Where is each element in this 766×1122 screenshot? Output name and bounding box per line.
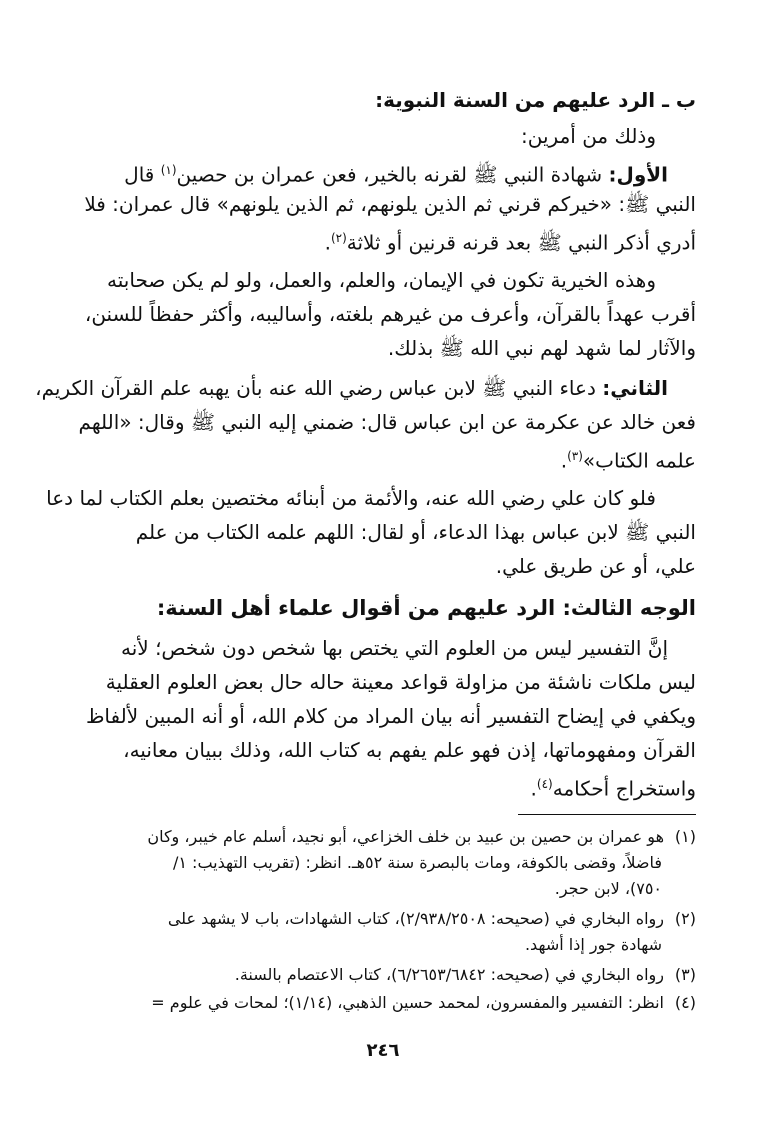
third-text-5-end: . [530, 776, 537, 801]
footnote-ref-3: (٣) [567, 449, 583, 463]
third-heading: الوجه الثالث: الرد عليهم من أقوال علماء أهل السنة: [156, 596, 696, 620]
footnote-4-line-1: انظر: التفسير والمفسرون، لمحمد حسين الذهبي، (١/١٤)؛ لمحات في علوم = [151, 993, 664, 1012]
third-line-3: ويكفي في إيضاح التفسير أنه بيان المراد من كلام الله، أو أنه المبين لألفاظ [85, 704, 696, 728]
second-text-3-end: . [560, 448, 568, 473]
second-text-1: دعاء النبي ﷺ لابن عباس رضي الله عنه بأن يهبه علم القرآن الكريم، [35, 376, 596, 400]
second-line-3 [70, 442, 696, 475]
third-line-4: القرآن ومفهوماتها، إذن فهو علم يفهم به كتاب الله، وذلك ببيان معانيه، [123, 738, 696, 762]
first-label: الأول: [608, 162, 668, 187]
footnote-4-number: (٤) [674, 993, 696, 1012]
footnote-3-number: (٣) [674, 965, 696, 984]
third-text-5: واستخراج أحكامه [552, 776, 696, 801]
first-para2-line-2: أقرب عهداً بالقرآن، وأعرف من غيرهم بلغته، وأساليبه، وأكثر حفظاً للسنن، [84, 302, 696, 326]
second-line-1 [35, 374, 668, 402]
page-number: ٢٤٦ [366, 1040, 400, 1061]
footnote-1-line-3: ٧٥٠)، لابن حجر. [554, 879, 662, 898]
second-line-2: فعن خالد عن عكرمة عن ابن عباس قال: ضمني إليه النبي ﷺ وقال: «اللهم [78, 410, 696, 434]
footnote-3 [70, 964, 696, 986]
footnote-2-number: (٢) [674, 909, 696, 928]
third-line-2: ليس ملكات ناشئة من مزاولة قواعد معينة حاله حال بعض العلوم العقلية [105, 670, 696, 694]
first-text-1: شهادة النبي ﷺ لقرنه بالخير، فعن عمران بن حصين [176, 162, 603, 187]
first-para2-line-3: والآثار لما شهد لهم نبي الله ﷺ بذلك. [387, 336, 696, 360]
footnote-separator [518, 814, 696, 815]
footnote-1-line-2: فاضلاً، وقضى بالكوفة، ومات بالبصرة سنة ٥٢هـ. انظر: (تقريب التهذيب: ١/ [172, 853, 662, 872]
first-text-3-end: . [324, 230, 331, 255]
footnote-ref-2: (٢) [330, 231, 347, 245]
third-line-1: إنَّ التفسير ليس من العلوم التي يختص بها شخص دون شخص؛ لأنه [121, 636, 668, 660]
footnote-2 [70, 908, 696, 930]
second-text-3: علمه الكتاب» [582, 448, 696, 473]
second-para2-line-1: فلو كان علي رضي الله عنه، والأئمة من أبنائه مختصين بعلم الكتاب لما دعا [46, 486, 656, 510]
first-text-3: أدري أذكر النبي ﷺ بعد قرنه قرنين أو ثلاثة [346, 230, 696, 255]
third-line-5 [70, 770, 696, 803]
footnote-1 [70, 826, 696, 848]
footnote-3-line-1: رواه البخاري في (صحيحه: ٦/٢٦٥٣/٦٨٤٢)، كتاب الاعتصام بالسنة. [234, 965, 664, 984]
footnote-ref-1: (١) [160, 163, 177, 177]
first-line-1 [70, 156, 668, 189]
footnote-1-line-1: هو عمران بن حصين بن عبيد بن خلف الخزاعي، أبو نجيد، أسلم عام خيبر، وكان [147, 827, 664, 846]
first-line-3 [70, 224, 696, 257]
second-para2-line-3: علي، أو عن طريق علي. [495, 554, 696, 578]
footnote-4 [70, 992, 696, 1014]
section-heading: ب ـ الرد عليهم من السنة النبوية: [375, 88, 696, 112]
footnote-2-line-2: شهادة جور إذا أشهد. [524, 935, 662, 954]
second-label: الثاني: [602, 376, 668, 400]
second-para2-line-2: النبي ﷺ لابن عباس بهذا الدعاء، أو لقال: اللهم علمه الكتاب من علم [135, 520, 696, 544]
footnote-ref-4: (٤) [536, 777, 553, 791]
footnote-2-line-1: رواه البخاري في (صحيحه: ٢/٩٣٨/٢٥٠٨)، كتاب الشهادات، باب لا يشهد على [167, 909, 664, 928]
footnote-1-number: (١) [674, 827, 696, 846]
first-para2-line-1: وهذه الخيرية تكون في الإيمان، والعلم، والعمل، ولو لم يكن صحابته [107, 268, 656, 292]
first-text-1-end: قال [124, 162, 155, 187]
intro-text: وذلك من أمرين: [521, 124, 656, 148]
first-line-2: النبي ﷺ: «خيركم قرني ثم الذين يلونهم، ثم الذين يلونهم» قال عمران: فلا [84, 192, 696, 216]
